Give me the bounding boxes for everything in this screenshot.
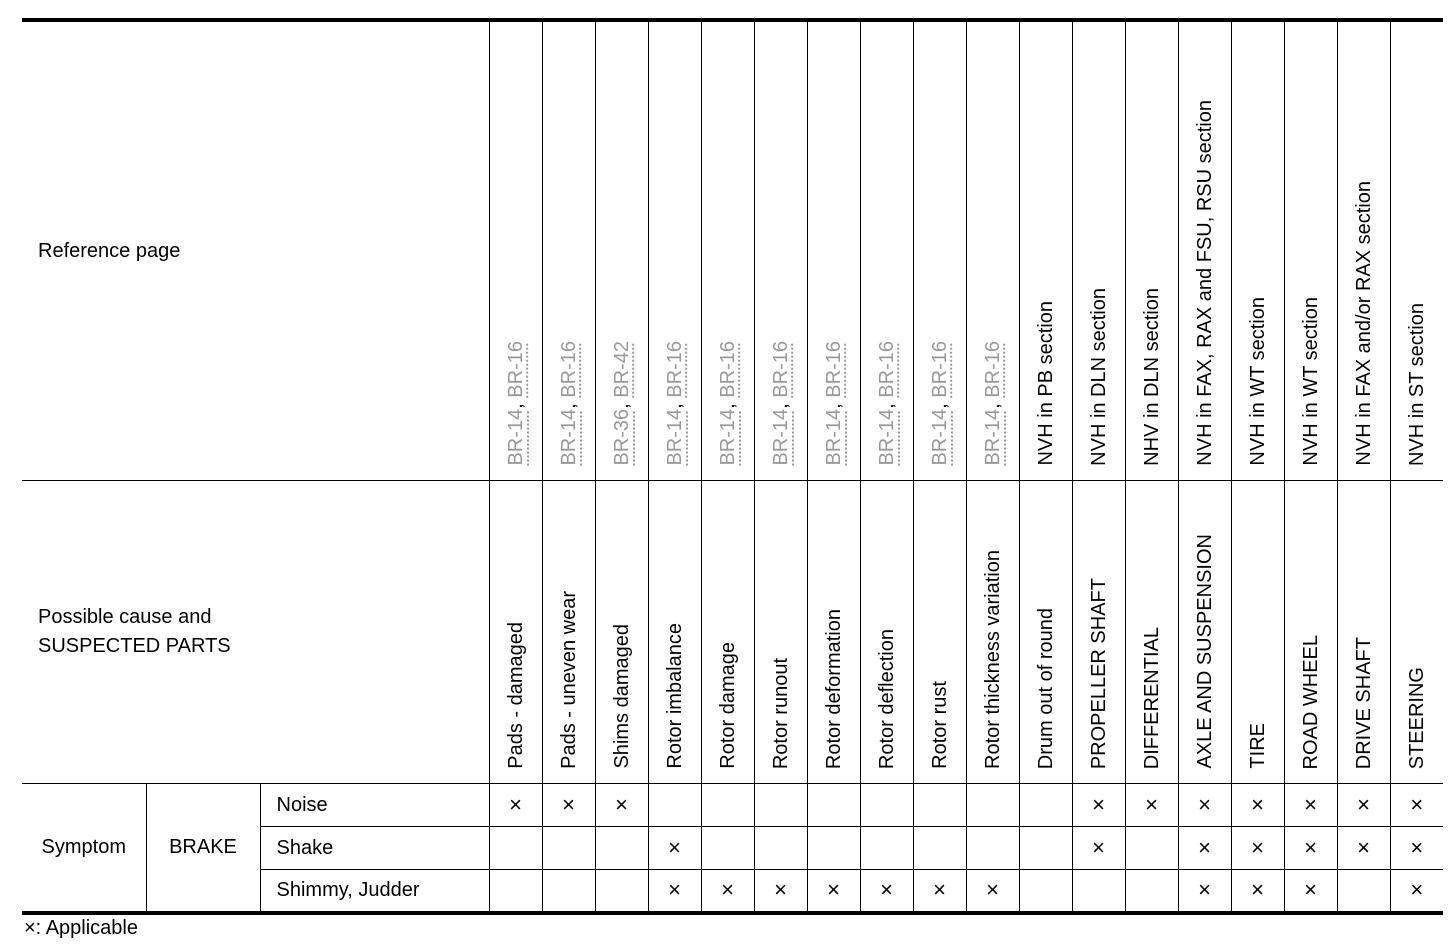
suspected-part-cell — [1390, 481, 1443, 784]
applicability-mark — [913, 784, 966, 827]
symptom-name: Noise — [260, 784, 489, 827]
reference-link[interactable]: BR-16 — [504, 341, 527, 399]
legend-applicable: ×: Applicable — [24, 917, 138, 939]
applicability-mark — [701, 784, 754, 827]
reference-link[interactable]: BR-16 — [981, 341, 1004, 399]
reference-link[interactable]: BR-14 — [822, 409, 845, 466]
possible-cause-label-line2: SUSPECTED PARTS — [38, 635, 231, 657]
suspected-part-cell — [860, 481, 913, 784]
reference-link[interactable]: BR-16 — [557, 341, 580, 399]
reference-cell — [1390, 20, 1443, 481]
reference-text: BR-14, BR-16 — [875, 341, 898, 466]
applicability-mark — [489, 870, 542, 913]
suspected-part-name: Pads - uneven wear — [557, 591, 580, 769]
suspected-part-name: Rotor damage — [716, 642, 739, 769]
symptom-row — [22, 784, 1443, 827]
suspected-part-cell — [1019, 481, 1072, 784]
suspected-part-cell — [966, 481, 1019, 784]
applicability-mark: × — [595, 784, 648, 827]
applicability-mark — [754, 784, 807, 827]
reference-text: BR-14, BR-16 — [504, 341, 527, 466]
applicability-mark — [1019, 870, 1072, 913]
reference-text: NVH in FAX, RAX and FSU, RSU section — [1193, 100, 1216, 466]
reference-text: BR-14, BR-16 — [981, 341, 1004, 466]
applicability-mark — [1125, 870, 1178, 913]
suspected-part-name: Rotor runout — [769, 657, 792, 769]
applicability-mark — [701, 827, 754, 870]
symptom-name: Shake — [260, 827, 489, 870]
applicability-mark: × — [1337, 784, 1390, 827]
reference-cell — [1019, 20, 1072, 481]
applicability-mark: × — [1125, 784, 1178, 827]
reference-cell — [701, 20, 754, 481]
applicability-mark — [807, 784, 860, 827]
reference-link[interactable]: BR-16 — [822, 341, 845, 399]
applicability-mark — [489, 827, 542, 870]
reference-link[interactable]: BR-36 — [610, 409, 633, 466]
suspected-part-cell — [595, 481, 648, 784]
reference-text: BR-14, BR-16 — [557, 341, 580, 466]
applicability-mark: × — [913, 870, 966, 913]
reference-cell — [648, 20, 701, 481]
reference-cell — [966, 20, 1019, 481]
reference-text: NVH in FAX and/or RAX section — [1352, 181, 1375, 466]
suspected-part-cell — [1284, 481, 1337, 784]
suspected-part-name: PROPELLER SHAFT — [1087, 577, 1110, 769]
applicability-mark — [1337, 870, 1390, 913]
suspected-part-name: Rotor thickness variation — [981, 550, 1004, 769]
applicability-mark: × — [1178, 784, 1231, 827]
reference-text: BR-14, BR-16 — [769, 341, 792, 466]
reference-text: NVH in DLN section — [1087, 288, 1110, 466]
reference-text: NVH in WT section — [1299, 297, 1322, 466]
applicability-mark: × — [1284, 870, 1337, 913]
applicability-mark: × — [1178, 870, 1231, 913]
reference-link[interactable]: BR-16 — [663, 341, 686, 399]
reference-cell — [1072, 20, 1125, 481]
applicability-mark — [966, 784, 1019, 827]
reference-link[interactable]: BR-14 — [663, 409, 686, 466]
reference-text: BR-14, BR-16 — [822, 341, 845, 466]
applicability-mark — [595, 870, 648, 913]
suspected-part-name: Shims damaged — [610, 624, 633, 769]
reference-cell — [860, 20, 913, 481]
applicability-mark — [1019, 784, 1072, 827]
reference-link[interactable]: BR-16 — [716, 341, 739, 399]
applicability-mark: × — [542, 784, 595, 827]
reference-page-row — [22, 20, 1443, 481]
applicability-mark — [860, 784, 913, 827]
reference-text: NHV in DLN section — [1140, 288, 1163, 466]
reference-cell — [807, 20, 860, 481]
applicability-mark — [1125, 827, 1178, 870]
applicability-mark — [648, 784, 701, 827]
suspected-part-cell — [701, 481, 754, 784]
reference-link[interactable]: BR-16 — [769, 341, 792, 399]
applicability-mark: × — [1231, 827, 1284, 870]
suspected-part-cell — [1125, 481, 1178, 784]
reference-text: BR-36, BR-42 — [610, 341, 633, 466]
reference-link[interactable]: BR-14 — [769, 409, 792, 466]
reference-text: BR-14, BR-16 — [928, 341, 951, 466]
reference-link[interactable]: BR-14 — [716, 409, 739, 466]
applicability-mark: × — [701, 870, 754, 913]
applicability-mark — [542, 827, 595, 870]
suspected-part-name: Rotor imbalance — [663, 623, 686, 769]
possible-cause-label-line1: Possible cause and — [38, 606, 212, 628]
possible-cause-label — [22, 481, 489, 784]
applicability-mark: × — [1390, 870, 1443, 913]
applicability-mark: × — [1072, 784, 1125, 827]
applicability-mark — [542, 870, 595, 913]
reference-link[interactable]: BR-14 — [981, 409, 1004, 466]
reference-cell — [1231, 20, 1284, 481]
applicability-mark — [754, 827, 807, 870]
suspected-part-name: Pads - damaged — [504, 622, 527, 769]
applicability-mark — [807, 827, 860, 870]
suspected-part-name: Rotor rust — [928, 681, 951, 769]
applicability-mark: × — [754, 870, 807, 913]
reference-cell — [1284, 20, 1337, 481]
reference-cell — [913, 20, 966, 481]
suspected-part-cell — [754, 481, 807, 784]
applicability-mark: × — [648, 827, 701, 870]
reference-link[interactable]: BR-14 — [557, 409, 580, 466]
symptom-label: Symptom — [22, 784, 146, 913]
applicability-mark: × — [1072, 827, 1125, 870]
applicability-mark: × — [1390, 784, 1443, 827]
reference-link[interactable]: BR-14 — [504, 409, 527, 466]
applicability-mark: × — [966, 870, 1019, 913]
suspected-part-cell — [489, 481, 542, 784]
suspected-part-name: ROAD WHEEL — [1299, 634, 1322, 769]
applicability-mark: × — [1284, 827, 1337, 870]
reference-text: BR-14, BR-16 — [716, 341, 739, 466]
applicability-mark: × — [1284, 784, 1337, 827]
suspected-part-name: STEERING — [1405, 666, 1428, 769]
brake-group-label: BRAKE — [146, 784, 260, 913]
suspected-part-cell — [542, 481, 595, 784]
suspected-part-cell — [1072, 481, 1125, 784]
reference-cell — [542, 20, 595, 481]
reference-text: BR-14, BR-16 — [663, 341, 686, 466]
applicability-mark — [595, 827, 648, 870]
reference-link[interactable]: BR-14 — [928, 409, 951, 466]
applicability-mark: × — [807, 870, 860, 913]
suspected-part-cell — [913, 481, 966, 784]
applicability-mark — [1072, 870, 1125, 913]
nvh-troubleshooting-table — [22, 18, 1443, 915]
suspected-part-cell — [807, 481, 860, 784]
applicability-mark: × — [648, 870, 701, 913]
applicability-mark: × — [1390, 827, 1443, 870]
suspected-part-cell — [1231, 481, 1284, 784]
reference-cell — [595, 20, 648, 481]
applicability-mark — [860, 827, 913, 870]
reference-cell — [1125, 20, 1178, 481]
reference-link[interactable]: BR-16 — [928, 341, 951, 399]
suspected-parts-row — [22, 481, 1443, 784]
suspected-part-name: TIRE — [1246, 723, 1269, 769]
applicability-mark: × — [1231, 784, 1284, 827]
reference-text: NVH in ST section — [1405, 302, 1428, 466]
applicability-mark: × — [1231, 870, 1284, 913]
suspected-part-cell — [648, 481, 701, 784]
reference-page-label: Reference page — [22, 20, 489, 481]
suspected-part-cell — [1337, 481, 1390, 784]
reference-cell — [754, 20, 807, 481]
suspected-part-name: AXLE AND SUSPENSION — [1193, 534, 1216, 769]
reference-cell — [1178, 20, 1231, 481]
reference-cell — [1337, 20, 1390, 481]
applicability-mark — [1019, 827, 1072, 870]
applicability-mark: × — [1337, 827, 1390, 870]
reference-link[interactable]: BR-14 — [875, 409, 898, 466]
applicability-mark: × — [489, 784, 542, 827]
applicability-mark — [913, 827, 966, 870]
applicability-mark: × — [860, 870, 913, 913]
suspected-part-name: Rotor deflection — [875, 628, 898, 769]
reference-text: NVH in PB section — [1034, 301, 1057, 466]
suspected-part-name: Drum out of round — [1034, 607, 1057, 769]
symptom-name: Shimmy, Judder — [260, 870, 489, 913]
reference-text: NVH in WT section — [1246, 297, 1269, 466]
suspected-part-name: DRIVE SHAFT — [1352, 636, 1375, 769]
suspected-part-name: Rotor deformation — [822, 608, 845, 769]
reference-link[interactable]: BR-42 — [610, 341, 633, 399]
applicability-mark: × — [1178, 827, 1231, 870]
suspected-part-name: DIFFERENTIAL — [1140, 626, 1163, 769]
reference-link[interactable]: BR-16 — [875, 341, 898, 399]
suspected-part-cell — [1178, 481, 1231, 784]
reference-cell — [489, 20, 542, 481]
applicability-mark — [966, 827, 1019, 870]
